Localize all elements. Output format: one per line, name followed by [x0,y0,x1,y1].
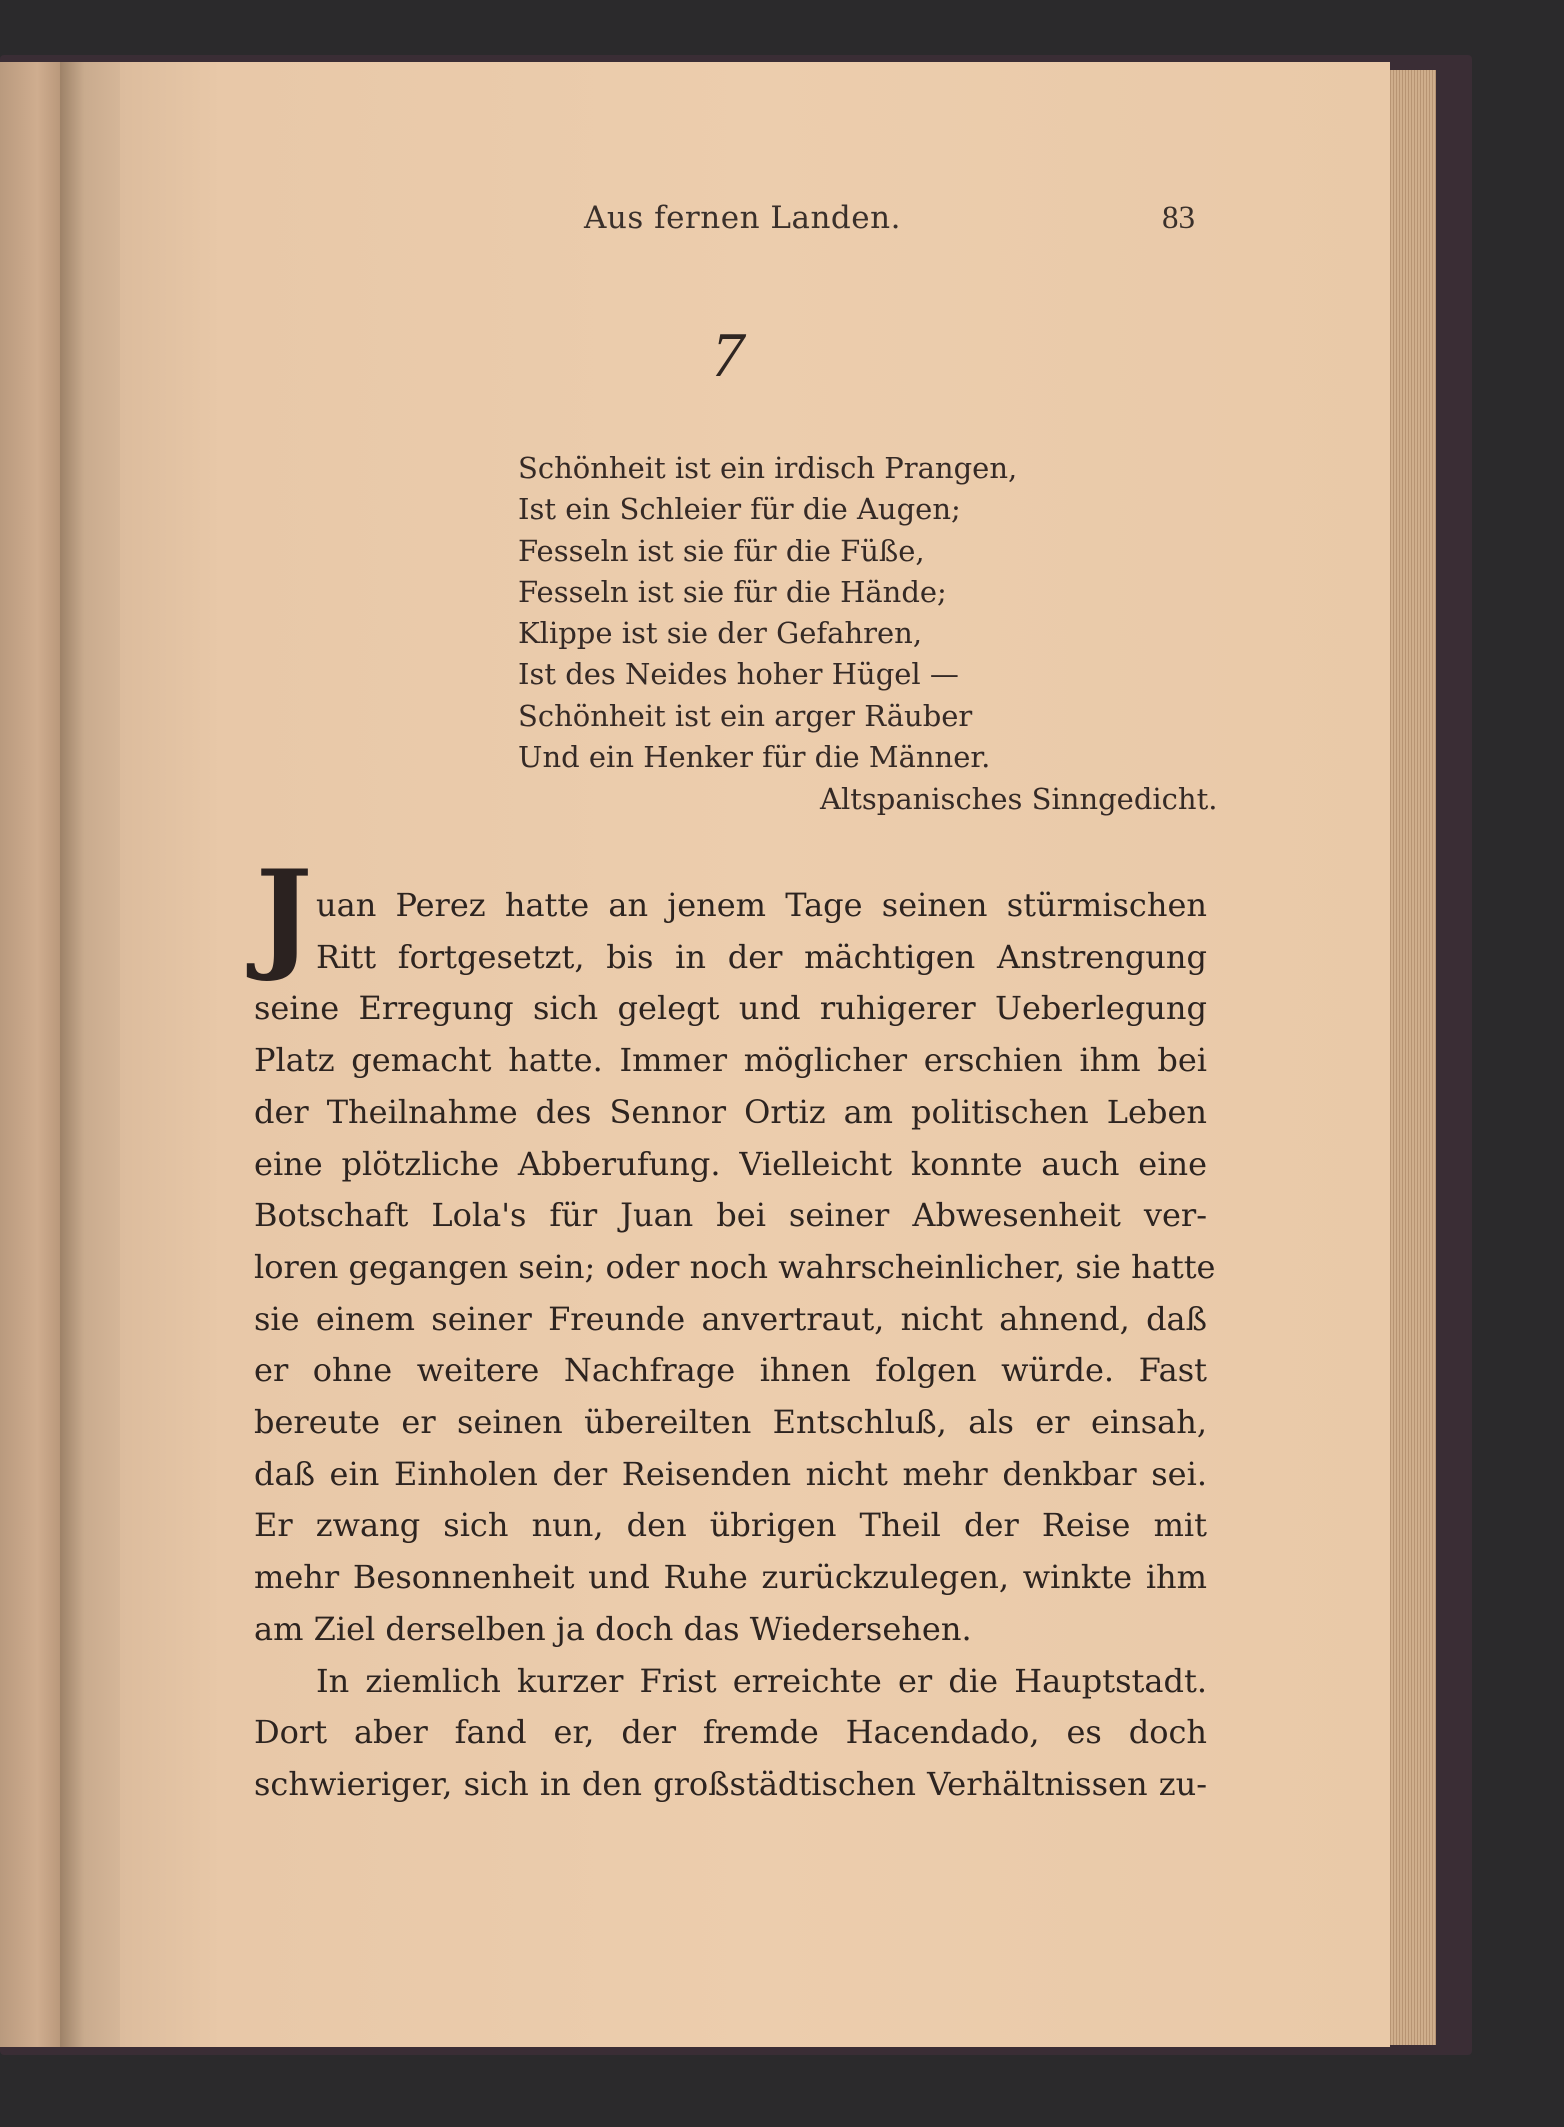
running-head: Aus fernen Landen. [584,200,901,236]
text-line: der Theilnahme des Sennor Ortiz am politischen Leben [254,1092,1207,1131]
text-line: seine Erregung sich gelegt und ruhigerer Ueberlegung [254,989,1207,1028]
poem-line: Klippe ist sie der Gefahren, [518,616,923,651]
chapter-number: 7 [712,319,744,390]
text-line: daß ein Einholen der Reisenden nicht mehr denkbar sei. [254,1454,1207,1493]
poem-line: Ist ein Schleier für die Augen; [518,492,961,527]
text-line: Ritt fortgesetzt, bis in der mächtigen Anstrengung [316,937,1207,976]
text-line: sie einem seiner Freunde anvertraut, nicht ahnend, daß [254,1299,1207,1338]
poem-line: Und ein Henker für die Männer. [518,740,991,775]
poem-attribution: Altspanisches Sinngedicht. [820,782,1218,816]
left-page-edge [0,62,62,2047]
page-edges [1388,70,1436,2045]
epigraph-poem [518,448,1178,778]
body-text [254,880,1216,1811]
text-line: In ziemlich kurzer Frist erreichte er die Hauptstadt. [316,1661,1207,1700]
text-line: eine plötzliche Abberufung. Vielleicht konnte auch eine [254,1144,1207,1183]
poem-line: Schönheit ist ein arger Räuber [518,698,973,733]
poem-line: Fesseln ist sie für die Hände; [518,574,947,609]
text-line: Dort aber fand er, der fremde Hacendado, es doch [254,1713,1207,1752]
text-line: Botschaft Lola's für Juan bei seiner Abwesenheit ver- [254,1196,1207,1235]
text-line: bereute er seinen übereilten Entschluß, als er einsah, [254,1403,1207,1442]
text-line: am Ziel derselben ja doch das Wiedersehen. [254,1609,972,1648]
drop-cap: J [255,844,313,985]
text-line: Platz gemacht hatte. Immer möglicher erschien ihm bei [254,1041,1207,1080]
text-line: uan Perez hatte an jenem Tage seinen stürmischen [316,886,1207,924]
text-line: mehr Besonnenheit und Ruhe zurückzulegen, winkte ihm [254,1558,1207,1597]
text-line: er ohne weitere Nachfrage ihnen folgen würde. Fast [254,1351,1207,1390]
text-line: Er zwang sich nun, den übrigen Theil der Reise mit [254,1506,1207,1545]
poem-line: Ist des Neides hoher Hügel — [518,657,959,692]
text-line: schwieriger, sich in den großstädtischen Verhältnissen zu- [254,1764,1207,1803]
poem-line: Fesseln ist sie für die Füße, [518,533,925,568]
text-line: loren gegangen sein; oder noch wahrscheinlicher, sie hatte [254,1247,1216,1286]
poem-line: Schönheit ist ein irdisch Prangen, [518,451,1018,485]
page-number: 83 [1162,200,1195,236]
